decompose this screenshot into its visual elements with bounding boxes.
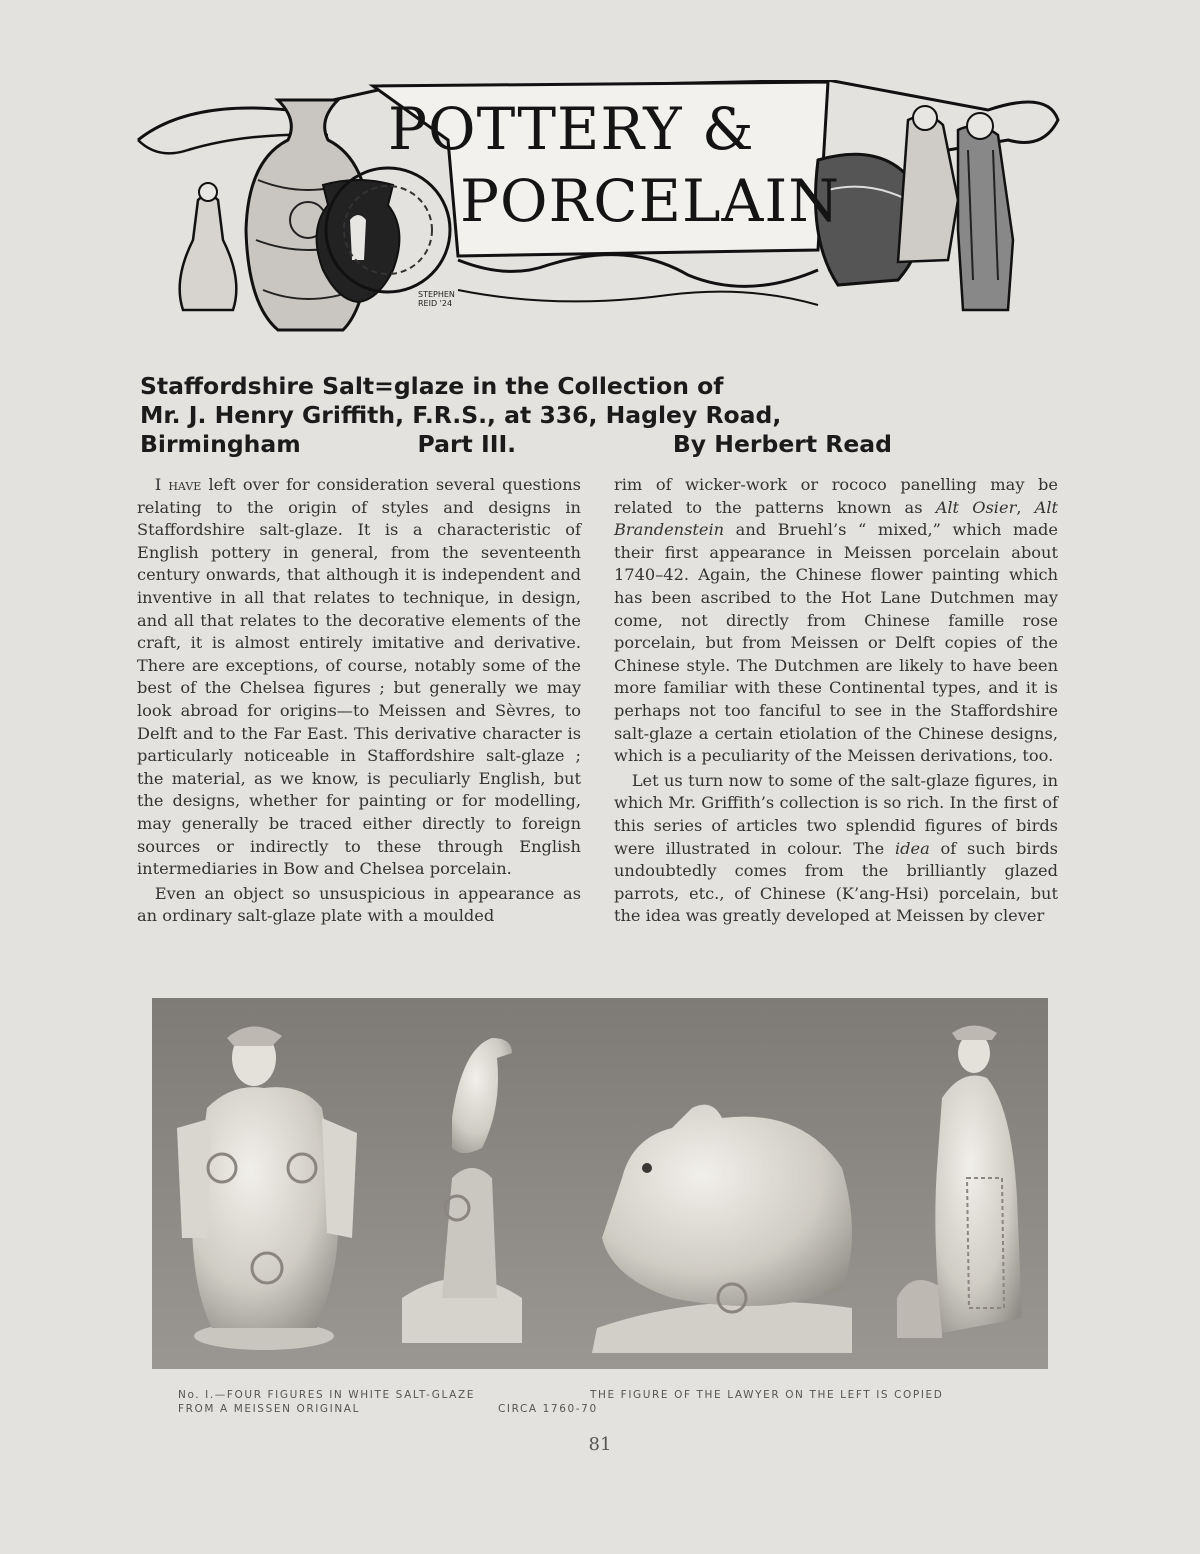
paragraph-4-text-a: Let us turn now to some of the salt-glaze figures, in which Mr. Griffith’s collection is so rich. In the first of this series of articles two splendid figures of birds were illustrated in colour. The	[614, 770, 1058, 858]
headline-byline: By Herbert Read	[672, 430, 892, 458]
paragraph-3	[614, 474, 1058, 768]
paragraph-4-text-b: of such birds undoubtedly comes from the brilliantly glazed parrots, etc., of Chinese (K’ang-Hsi) porcelain, but the idea was greatly developed at Meissen by clever	[614, 838, 1058, 926]
article-headline	[140, 372, 900, 459]
paragraph-1-lead: I have	[154, 475, 202, 494]
headline-place: Birmingham	[140, 430, 301, 458]
headline-line2: Mr. J. Henry Griffith, F.R.S., at 336, Hagley Road,	[140, 401, 782, 429]
banner-title-line2: PORCELAIN	[460, 167, 841, 235]
paragraph-3-text-c: and Bruehl’s “ mixed,” which made their first appearance in Meissen porcelain about 1740–42. Again, the Chinese flower painting which has been ascribed to the Hot Lane Dutchmen may come, not directly from Chinese famille rose porcelain, but from Meissen or Delft copies of the Chinese style. The Dutchmen are likely to have been more familiar with these Continental types, and it is perhaps not too fanciful to see in the Staffordshire salt-glaze a certain etiolation of the Chinese designs, which is a peculiarity of the Meissen derivations, too.	[614, 520, 1058, 766]
caption-line2-left: FROM A MEISSEN ORIGINAL	[178, 1403, 361, 1415]
header-banner-illustration	[128, 80, 1068, 342]
body-column-left	[137, 474, 581, 928]
paragraph-3-text-b: ,	[1016, 497, 1035, 517]
figure-caption	[178, 1388, 1028, 1416]
caption-line1-right: THE FIGURE OF THE LAWYER ON THE LEFT IS COPIED	[590, 1389, 944, 1401]
headline-part: Part III.	[417, 430, 517, 458]
paragraph-1-text: left over for consideration several questions relating to the origin of styles and designs in Staffordshire salt-glaze. It is a characteristic of English pottery in general, from the seventeenth century onwards, that although it is independent and inventive in all that relates to technique, in design, and all that relates to the decorative elements of the craft, it is almost entirely imitative and derivative. There are exceptions, of course, notably some of the best of the Chelsea figures ; but generally we may look abroad for origins—to Meissen and Sèvres, to Delft and to the Far East. This derivative character is particularly noticeable in Staffordshire salt-glaze ; the material, as we know, is peculiarly English, but the designs, whether for painting or for modelling, may generally be traced either directly to foreign sources or indirectly to these through English intermediaries in Bow and Chelsea porcelain.	[137, 475, 581, 879]
paragraph-2: Even an object so unsuspicious in appearance as an ordinary salt-glaze plate with a moulded	[137, 883, 581, 926]
caption-row-2	[178, 1402, 1028, 1416]
caption-row-1	[178, 1388, 1028, 1402]
paragraph-3-italic-1: Alt Osier	[935, 497, 1017, 517]
banner-title-line1: POTTERY &	[388, 95, 755, 163]
figures-photograph	[152, 998, 1048, 1369]
paragraph-3-text-a: rim of wicker-work or rococo panelling may be related to the patterns known as	[614, 475, 1058, 517]
paragraph-1	[137, 474, 581, 881]
headline-line1: Staffordshire Salt=glaze in the Collection of	[140, 372, 724, 400]
caption-line1-left: No. I.—FOUR FIGURES IN WHITE SALT-GLAZE	[178, 1389, 475, 1401]
page-number: 81	[588, 1434, 612, 1455]
artist-signature: STEPHEN REID '24	[418, 290, 455, 308]
body-column-right	[614, 474, 1058, 928]
paragraph-4	[614, 770, 1058, 928]
caption-line2-right: CIRCA 1760-70	[498, 1403, 598, 1415]
paragraph-3-italic-2: Alt Brandenstein	[614, 497, 1059, 540]
headline-line3	[140, 430, 892, 459]
figures-photograph-drawing	[152, 998, 1048, 1369]
paragraph-4-italic: idea	[894, 838, 930, 858]
